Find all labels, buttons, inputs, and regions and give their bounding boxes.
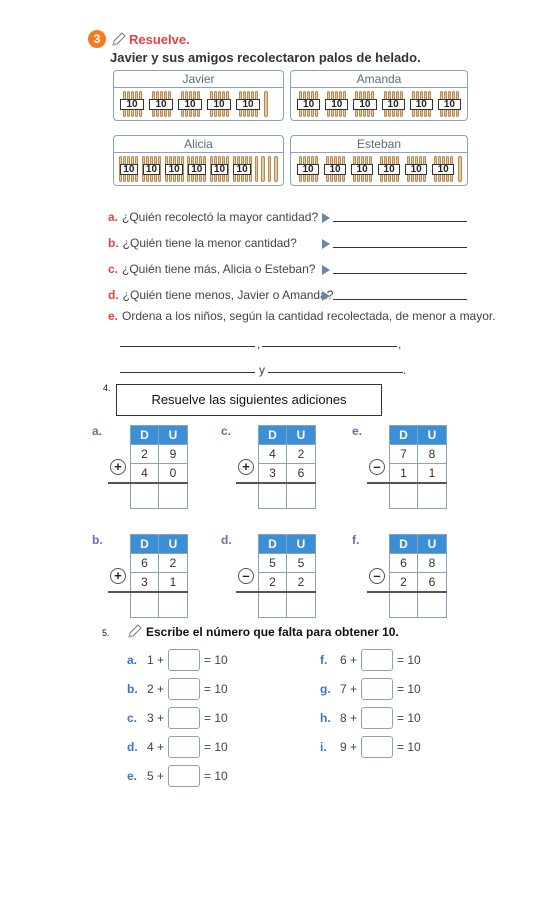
equation-row <box>127 707 228 729</box>
separator-comma: , <box>398 337 402 351</box>
equation-letter: i. <box>320 740 327 754</box>
ten-bundle <box>148 91 174 117</box>
answer-box[interactable] <box>361 707 393 729</box>
equation-lhs: 3 + <box>147 711 165 725</box>
problem-label: e. <box>352 424 363 438</box>
question-text: ¿Quién recolectó la mayor cantidad? <box>122 210 319 224</box>
equation-lhs: 7 + <box>340 682 358 696</box>
col-tens: D <box>259 426 287 444</box>
equation-letter: h. <box>320 711 331 725</box>
separator-comma: , <box>257 337 261 351</box>
col-tens: D <box>259 535 287 553</box>
answer-box[interactable] <box>361 678 393 700</box>
answer-box[interactable] <box>168 678 200 700</box>
name-panel <box>113 135 284 186</box>
panel-name: Javier <box>114 71 283 88</box>
bundle-label: 10 <box>378 164 400 175</box>
ten-bundle <box>232 156 252 182</box>
ten-bundle <box>350 156 374 182</box>
answer-cell[interactable] <box>131 593 159 617</box>
place-value-grid <box>389 425 447 509</box>
equation-rhs: = 10 <box>204 740 228 754</box>
digit: 2 <box>169 556 177 570</box>
col-units: U <box>168 537 178 551</box>
col-tens: D <box>131 426 159 444</box>
bundle-label: 10 <box>382 99 405 110</box>
bundle-label: 10 <box>149 99 173 110</box>
bundle-label: 10 <box>236 99 260 110</box>
answer-cell[interactable] <box>287 484 315 508</box>
sum-line <box>236 482 316 484</box>
answer-box[interactable] <box>168 736 200 758</box>
digit: 3 <box>259 464 287 482</box>
answer-box[interactable] <box>361 736 393 758</box>
equation-letter: a. <box>127 653 138 667</box>
col-tens: D <box>131 535 159 553</box>
section-5-number: 5. <box>102 628 110 638</box>
digit: 8 <box>428 556 436 570</box>
col-units: U <box>168 428 178 442</box>
section-3-number: 3 <box>88 30 106 48</box>
ten-bundle <box>404 156 428 182</box>
answer-line[interactable] <box>333 221 467 222</box>
bundle-label: 10 <box>165 164 183 175</box>
ten-bundle <box>324 91 349 117</box>
section-5-title: Escribe el número que falta para obtener 10. <box>146 625 399 639</box>
col-units: U <box>296 428 306 442</box>
bundle-label: 10 <box>324 164 346 175</box>
equation-letter: c. <box>127 711 138 725</box>
answer-cell[interactable] <box>259 484 287 508</box>
equation-rhs: = 10 <box>397 711 421 725</box>
digit: 2 <box>297 575 305 589</box>
bundle-label: 10 <box>297 164 319 175</box>
ten-bundle <box>352 91 377 117</box>
bundle-label: 10 <box>188 164 206 175</box>
bundle-label: 10 <box>120 99 144 110</box>
equation-row <box>127 765 228 787</box>
bundle-label: 10 <box>207 99 231 110</box>
equation-row <box>320 678 421 700</box>
equation-rhs: = 10 <box>397 682 421 696</box>
sum-line <box>108 482 188 484</box>
equation-lhs: 5 + <box>147 769 165 783</box>
place-value-grid <box>130 425 188 509</box>
place-value-grid <box>258 534 316 618</box>
bundle-label: 10 <box>297 99 320 110</box>
bundle-label: 10 <box>178 99 202 110</box>
single-stick <box>268 156 272 182</box>
equation-letter: b. <box>127 682 138 696</box>
digit: 5 <box>259 554 287 572</box>
col-tens: D <box>390 535 418 553</box>
equation-lhs: 4 + <box>147 740 165 754</box>
equation-row <box>320 736 421 758</box>
answer-cell[interactable] <box>390 484 418 508</box>
ten-bundle <box>142 156 162 182</box>
question-text: Ordena a los niños, según la cantidad recolectada, de menor a mayor. <box>122 309 496 323</box>
answer-cell[interactable] <box>287 593 315 617</box>
question-row <box>108 210 318 224</box>
question-letter: e. <box>108 309 119 323</box>
ten-bundle <box>409 91 434 117</box>
sticks-row <box>291 88 467 120</box>
place-value-grid <box>389 534 447 618</box>
answer-cell[interactable] <box>131 484 159 508</box>
sum-line <box>108 591 188 593</box>
problem-label: c. <box>221 424 232 438</box>
arrow-icon <box>322 213 330 223</box>
sum-line <box>236 591 316 593</box>
answer-cell[interactable] <box>159 593 187 617</box>
digit: 9 <box>169 447 177 461</box>
single-stick <box>264 91 268 117</box>
problem-label: d. <box>221 533 232 547</box>
bundle-label: 10 <box>410 99 433 110</box>
equation-letter: d. <box>127 740 138 754</box>
ten-bundle <box>235 91 261 117</box>
equation-row <box>127 649 228 671</box>
equation-row <box>320 649 421 671</box>
answer-cell[interactable] <box>259 593 287 617</box>
digit: 6 <box>390 554 418 572</box>
bundle-label: 10 <box>211 164 229 175</box>
equation-letter: e. <box>127 769 138 783</box>
ten-bundle <box>437 91 462 117</box>
ten-bundle <box>119 91 145 117</box>
ten-bundle <box>377 156 401 182</box>
operator-sign: – <box>238 568 254 584</box>
operator-sign: – <box>369 568 385 584</box>
sticks-row <box>114 88 283 120</box>
equation-row <box>320 707 421 729</box>
digit: 3 <box>131 573 159 591</box>
ten-bundle <box>206 91 232 117</box>
question-letter: d. <box>108 288 119 302</box>
equation-letter: f. <box>320 653 328 667</box>
col-units: U <box>427 428 437 442</box>
operator-sign: + <box>110 568 126 584</box>
equation-rhs: = 10 <box>204 653 228 667</box>
ten-bundle <box>119 156 139 182</box>
answer-cell[interactable] <box>159 484 187 508</box>
ten-bundle <box>177 91 203 117</box>
digit: 8 <box>428 447 436 461</box>
answer-box[interactable] <box>168 765 200 787</box>
bundle-label: 10 <box>351 164 373 175</box>
answer-box[interactable] <box>168 707 200 729</box>
bundle-label: 10 <box>432 164 454 175</box>
answer-box[interactable] <box>168 649 200 671</box>
answer-cell[interactable] <box>418 484 446 508</box>
digit: 5 <box>297 556 305 570</box>
problem-label: a. <box>92 424 103 438</box>
operator-sign: + <box>238 459 254 475</box>
bundle-label: 10 <box>353 99 376 110</box>
answer-line[interactable] <box>268 372 403 373</box>
digit: 6 <box>297 466 305 480</box>
sum-line <box>367 591 447 593</box>
answer-cell[interactable] <box>418 593 446 617</box>
answer-line[interactable] <box>333 247 467 248</box>
panel-name: Alicia <box>114 136 283 153</box>
problem-label: b. <box>92 533 103 547</box>
equation-lhs: 6 + <box>340 653 358 667</box>
sticks-row <box>291 153 467 185</box>
arrow-icon <box>322 265 330 275</box>
equation-rhs: = 10 <box>397 653 421 667</box>
problem-label: f. <box>352 533 360 547</box>
arrow-icon <box>322 239 330 249</box>
ten-bundle <box>381 91 406 117</box>
answer-line[interactable] <box>120 346 255 347</box>
digit: 7 <box>390 445 418 463</box>
equation-row <box>127 736 228 758</box>
question-row <box>108 288 333 302</box>
ten-bundle <box>431 156 455 182</box>
answer-cell[interactable] <box>390 593 418 617</box>
bundle-label: 10 <box>325 99 348 110</box>
ten-bundle <box>296 156 320 182</box>
bundle-label: 10 <box>233 164 251 175</box>
bundle-label: 10 <box>143 164 161 175</box>
section-4-number: 4. <box>103 383 111 393</box>
sticks-row <box>114 153 283 185</box>
ten-bundle <box>164 156 184 182</box>
digit: 1 <box>169 575 177 589</box>
name-panel <box>113 70 284 121</box>
arrow-icon <box>322 291 330 301</box>
equation-rhs: = 10 <box>204 711 228 725</box>
panel-name: Amanda <box>291 71 467 88</box>
digit: 6 <box>428 575 436 589</box>
answer-line[interactable] <box>262 346 397 347</box>
pencil-icon <box>127 623 143 639</box>
section-3-intro: Javier y sus amigos recolectaron palos de helado. <box>110 50 421 65</box>
question-letter: b. <box>108 236 119 250</box>
digit: 2 <box>259 573 287 591</box>
equation-rhs: = 10 <box>204 769 228 783</box>
ten-bundle <box>296 91 321 117</box>
separator-dot: . <box>403 363 407 377</box>
digit: 2 <box>131 445 159 463</box>
question-text: ¿Quién tiene la menor cantidad? <box>122 236 297 250</box>
bundle-label: 10 <box>438 99 461 110</box>
equation-rhs: = 10 <box>397 740 421 754</box>
question-letter: c. <box>108 262 119 276</box>
col-tens: D <box>390 426 418 444</box>
equation-rhs: = 10 <box>204 682 228 696</box>
digit: 2 <box>297 447 305 461</box>
bundle-label: 10 <box>120 164 138 175</box>
question-letter: a. <box>108 210 119 224</box>
name-panel <box>290 135 468 186</box>
ten-bundle <box>323 156 347 182</box>
sum-line <box>367 482 447 484</box>
equation-lhs: 2 + <box>147 682 165 696</box>
separator-y: y <box>259 363 265 377</box>
single-stick <box>255 156 259 182</box>
digit: 1 <box>428 466 436 480</box>
question-e <box>108 309 496 323</box>
question-text: ¿Quién tiene menos, Javier o Amanda? <box>122 288 334 302</box>
answer-box[interactable] <box>361 649 393 671</box>
digit: 0 <box>169 466 177 480</box>
digit: 6 <box>131 554 159 572</box>
answer-line[interactable] <box>333 299 467 300</box>
operator-sign: + <box>110 459 126 475</box>
answer-line[interactable] <box>120 372 255 373</box>
panel-name: Esteban <box>291 136 467 153</box>
bundle-label: 10 <box>405 164 427 175</box>
equation-row <box>127 678 228 700</box>
single-stick <box>458 156 462 182</box>
digit: 1 <box>390 464 418 482</box>
question-row <box>108 262 315 276</box>
question-text: ¿Quién tiene más, Alicia o Esteban? <box>122 262 316 276</box>
pencil-icon <box>111 31 127 47</box>
ten-bundle <box>187 156 207 182</box>
question-row <box>108 236 297 250</box>
place-value-grid <box>130 534 188 618</box>
answer-line[interactable] <box>333 273 467 274</box>
name-panel <box>290 70 468 121</box>
operator-sign: – <box>369 459 385 475</box>
single-stick <box>261 156 265 182</box>
equation-lhs: 8 + <box>340 711 358 725</box>
digit: 4 <box>131 464 159 482</box>
ten-bundle <box>210 156 230 182</box>
col-units: U <box>296 537 306 551</box>
section-4-title: Resuelve las siguientes adiciones <box>116 384 382 416</box>
section-3-title: Resuelve. <box>129 32 190 47</box>
equation-lhs: 9 + <box>340 740 358 754</box>
single-stick <box>274 156 278 182</box>
equation-letter: g. <box>320 682 331 696</box>
place-value-grid <box>258 425 316 509</box>
col-units: U <box>427 537 437 551</box>
equation-lhs: 1 + <box>147 653 165 667</box>
digit: 4 <box>259 445 287 463</box>
digit: 2 <box>390 573 418 591</box>
